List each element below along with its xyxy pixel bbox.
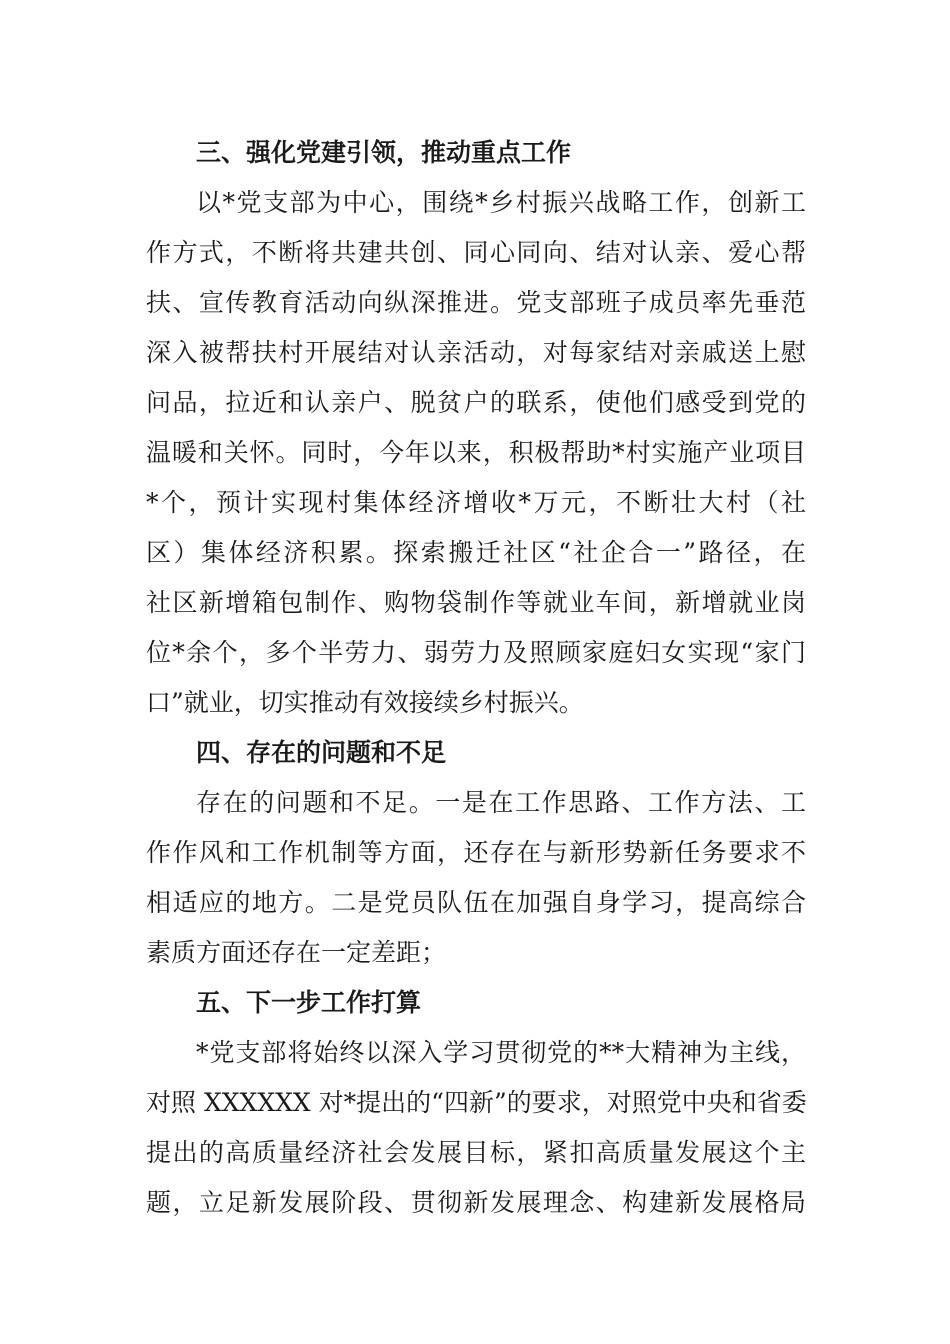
paragraph-line: 社区新增箱包制作、购物袋制作等就业车间，新增就业岗 xyxy=(146,588,806,617)
document-body xyxy=(146,128,806,1228)
paragraph-line: 口”就业，切实推动有效接续乡村振兴。 xyxy=(146,688,584,717)
paragraph-line: *个，预计实现村集体经济增收*万元，不断壮大村（社 xyxy=(146,488,806,517)
section-paragraph-4 xyxy=(146,778,806,978)
paragraph-line: 素质方面还存在一定差距； xyxy=(146,938,447,967)
paragraph-line: 位*余个，多个半劳力、弱劳力及照顾家庭妇女实现“家门 xyxy=(146,638,806,667)
paragraph-line: 题，立足新发展阶段、贯彻新发展理念、构建新发展格局 xyxy=(146,1188,806,1217)
paragraph-line: 对照 XXXXXX 对*提出的“四新”的要求，对照党中央和省委 xyxy=(146,1088,807,1117)
paragraph-line: 深入被帮扶村开展结对认亲活动，对每家结对亲戚送上慰 xyxy=(146,338,806,367)
section-paragraph-3 xyxy=(146,178,806,728)
section-heading-5: 五、下一步工作打算 xyxy=(196,988,422,1017)
paragraph-line: 作方式，不断将共建共创、同心同向、结对认亲、爱心帮 xyxy=(146,238,806,267)
paragraph-line: 温暖和关怀。同时，今年以来，积极帮助*村实施产业项目 xyxy=(146,438,806,467)
paragraph-line: 作作风和工作机制等方面，还存在与新形势新任务要求不 xyxy=(146,838,806,867)
paragraph-line: 问品，拉近和认亲户、脱贫户的联系，使他们感受到党的 xyxy=(146,388,806,417)
paragraph-line: 以*党支部为中心，围绕*乡村振兴战略工作，创新工 xyxy=(196,188,806,217)
paragraph-line: 相适应的地方。二是党员队伍在加强自身学习，提高综合 xyxy=(146,888,806,917)
section-heading-3: 三、强化党建引领，推动重点工作 xyxy=(196,138,572,167)
section-paragraph-5 xyxy=(146,1028,806,1228)
paragraph-line: 区）集体经济积累。探索搬迁社区“社企合一”路径，在 xyxy=(146,538,806,567)
paragraph-line: 提出的高质量经济社会发展目标，紧扣高质量发展这个主 xyxy=(146,1138,806,1167)
paragraph-line: 扶、宣传教育活动向纵深推进。党支部班子成员率先垂范 xyxy=(146,288,806,317)
paragraph-line: 存在的问题和不足。一是在工作思路、工作方法、工 xyxy=(196,788,806,817)
paragraph-line: *党支部将始终以深入学习贯彻党的**大精神为主线， xyxy=(196,1038,806,1067)
section-heading-4: 四、存在的问题和不足 xyxy=(196,738,447,767)
